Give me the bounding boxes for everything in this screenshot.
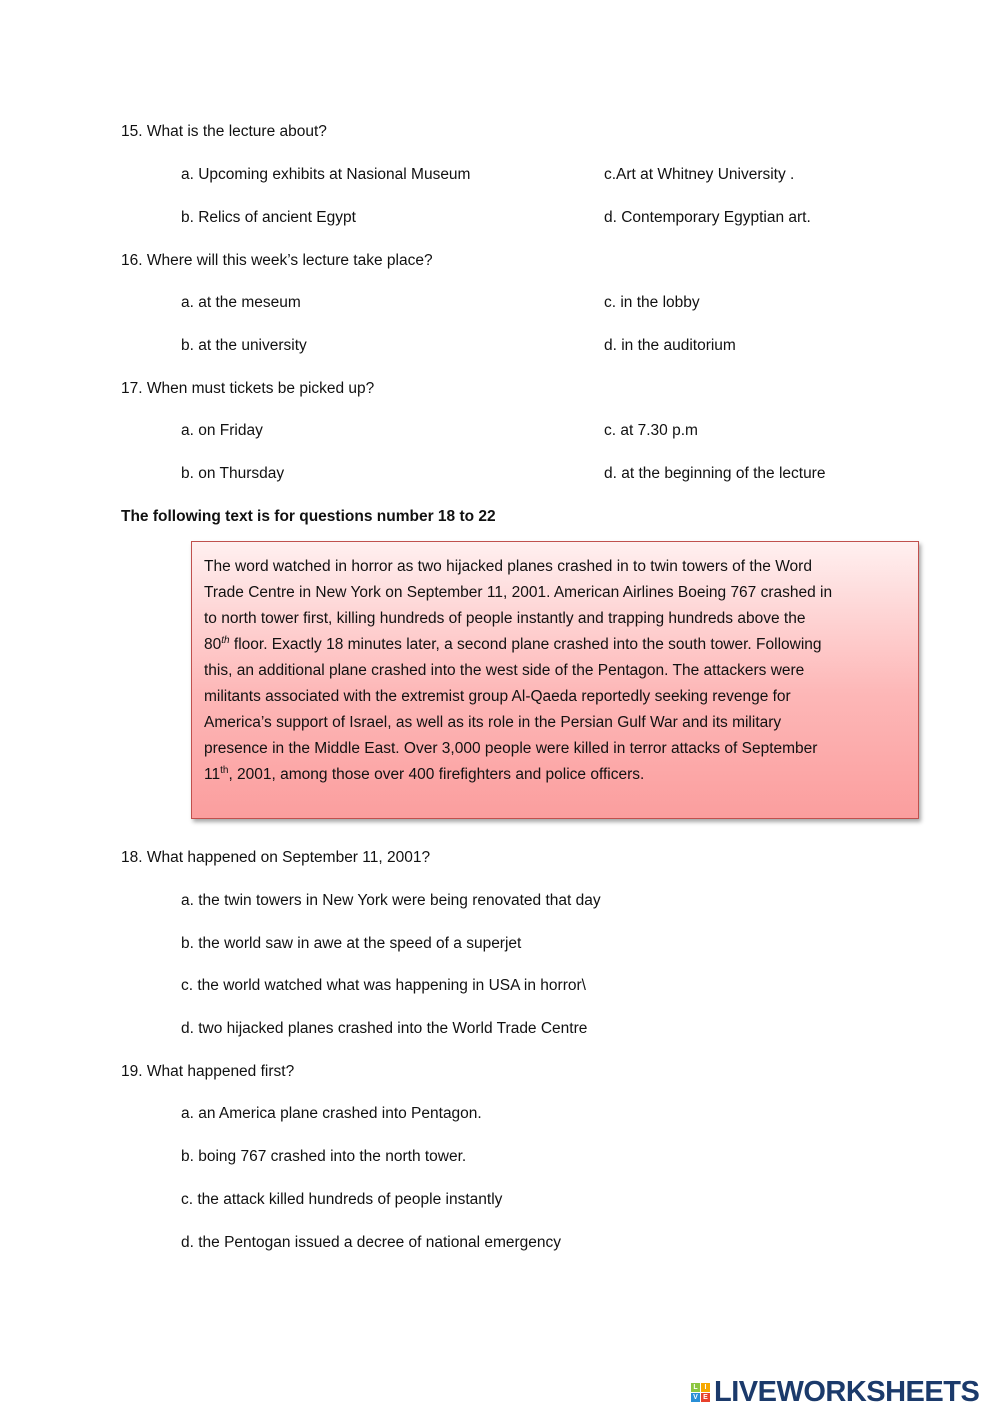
liveworksheets-logo [691,1376,979,1409]
ordinal-number: 80 [204,636,222,653]
option-15b: b. Relics of ancient Egypt [181,209,356,226]
passage-line: this, an additional plane crashed into the west side of the Pentagon. The attackers were [204,662,805,679]
live-blocks-icon [691,1383,711,1403]
passage-line: militants associated with the extremist group Al-Qaeda reportedly seeking revenge for [204,688,791,705]
passage-text: , 2001, among those over 400 firefighters and police officers. [228,766,645,783]
section-heading: The following text is for questions number 18 to 22 [121,508,496,525]
option-19a: a. an America plane crashed into Pentagon. [181,1105,482,1122]
question-17: 17. When must tickets be picked up? [121,380,375,397]
passage-line: The word watched in horror as two hijacked planes crashed in to twin towers of the Word [204,558,812,575]
question-15: 15. What is the lecture about? [121,123,327,140]
option-15c: c.Art at Whitney University . [604,166,795,183]
passage-line [204,766,644,784]
option-18c: c. the world watched what was happening in USA in horror\ [181,977,586,994]
question-18: 18. What happened on September 11, 2001? [121,849,431,866]
passage-line: presence in the Middle East. Over 3,000 people were killed in terror attacks of September [204,740,818,757]
option-19c: c. the attack killed hundreds of people instantly [181,1191,503,1208]
option-18b: b. the world saw in awe at the speed of a superjet [181,935,522,952]
option-17c: c. at 7.30 p.m [604,422,698,439]
option-17b: b. on Thursday [181,465,285,482]
passage-line [204,636,822,654]
ordinal-suffix: th [220,764,229,776]
option-15a: a. Upcoming exhibits at Nasional Museum [181,166,471,183]
option-17a: a. on Friday [181,422,263,439]
logo-block: E [701,1393,710,1402]
passage-line: Trade Centre in New York on September 11, 2001. American Airlines Boeing 767 crashed in [204,584,833,601]
option-16b: b. at the university [181,337,307,354]
logo-block: V [691,1393,700,1402]
question-16: 16. Where will this week’s lecture take place? [121,252,433,269]
passage-line: to north tower first, killing hundreds of people instantly and trapping hundreds above the [204,610,806,627]
logo-block: L [691,1383,700,1392]
option-15d: d. Contemporary Egyptian art. [604,209,811,226]
option-19d: d. the Pentogan issued a decree of national emergency [181,1234,562,1251]
option-16a: a. at the meseum [181,294,301,311]
logo-text: LIVEWORKSHEETS [714,1376,980,1408]
reading-passage [191,541,919,819]
option-16c: c. in the lobby [604,294,700,311]
option-17d: d. at the beginning of the lecture [604,465,826,482]
passage-text: floor. Exactly 18 minutes later, a second plane crashed into the south tower. Following [229,636,822,653]
logo-block: I [701,1383,710,1392]
question-19: 19. What happened first? [121,1063,295,1080]
option-18a: a. the twin towers in New York were being renovated that day [181,892,601,909]
ordinal-suffix: th [221,634,230,646]
ordinal-number: 11 [204,766,221,783]
option-16d: d. in the auditorium [604,337,736,354]
passage-line: America’s support of Israel, as well as its role in the Persian Gulf War and its military [204,714,782,731]
option-18d: d. two hijacked planes crashed into the World Trade Centre [181,1020,588,1037]
option-19b: b. boing 767 crashed into the north tower. [181,1148,467,1165]
